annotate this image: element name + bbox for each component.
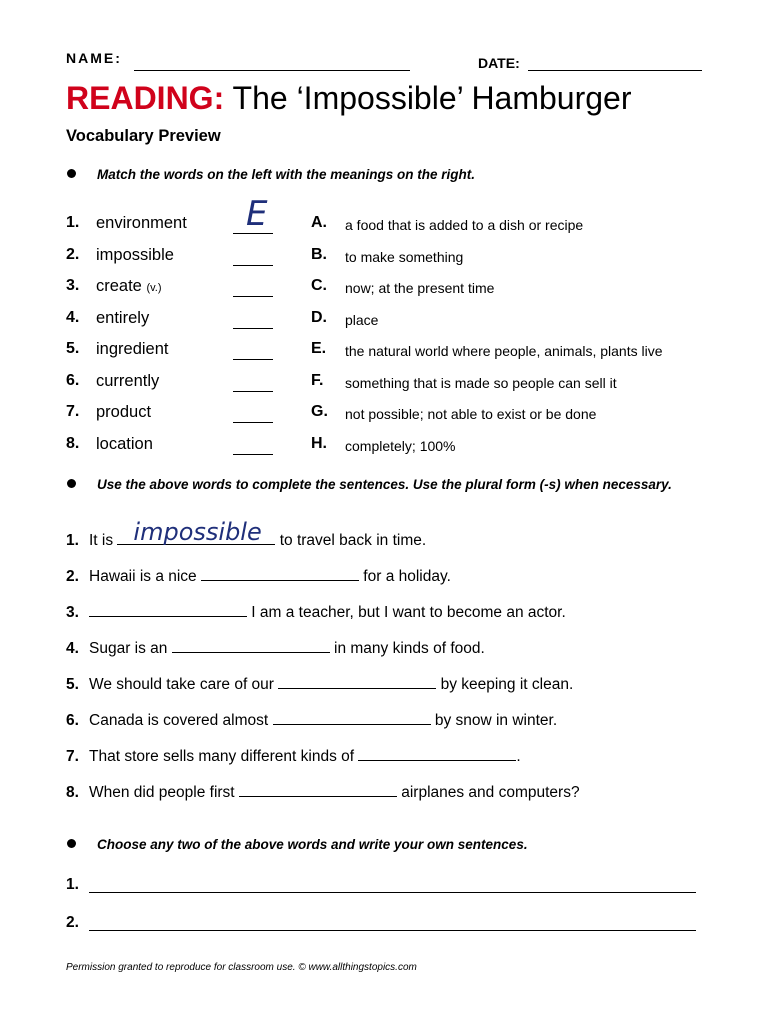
meaning-text: not possible; not able to exist or be done bbox=[345, 406, 597, 422]
write-line[interactable] bbox=[89, 930, 696, 931]
name-field[interactable] bbox=[134, 54, 410, 71]
page-title bbox=[66, 80, 632, 117]
meaning-letter: E. bbox=[311, 340, 327, 357]
handwritten-answer: impossible bbox=[133, 518, 262, 546]
sentence-after: airplanes and computers? bbox=[396, 784, 580, 801]
meaning-letter: D. bbox=[311, 308, 327, 326]
meaning-letter: G. bbox=[311, 403, 328, 420]
answer-blank[interactable] bbox=[233, 454, 273, 455]
sentence-number: 6. bbox=[66, 712, 79, 729]
write-line[interactable] bbox=[89, 892, 696, 893]
vocab-number: 7. bbox=[66, 403, 80, 420]
section-subtitle: Vocabulary Preview bbox=[66, 127, 221, 145]
sentence-blank[interactable] bbox=[117, 518, 275, 546]
vocab-row bbox=[66, 194, 716, 238]
sentence-number: 3. bbox=[66, 604, 79, 621]
vocab-word-text: entirely bbox=[96, 308, 150, 327]
sentence-row bbox=[66, 676, 573, 700]
sentence-before: Sugar is an bbox=[89, 640, 172, 657]
answer-blank[interactable] bbox=[233, 359, 273, 360]
answer-blank[interactable] bbox=[233, 391, 273, 392]
vocab-row bbox=[66, 309, 716, 333]
sentence-row bbox=[66, 604, 566, 628]
date-field[interactable] bbox=[528, 54, 702, 71]
vocab-number: 3. bbox=[66, 277, 80, 294]
meaning-text: something that is made so people can sell it bbox=[345, 374, 617, 391]
vocab-row bbox=[66, 403, 716, 427]
vocab-word-text: environment bbox=[96, 214, 187, 232]
sentence-after: for a holiday. bbox=[359, 568, 451, 585]
answer-blank[interactable] bbox=[233, 296, 273, 297]
meaning-letter: F. bbox=[311, 371, 324, 389]
sentence-before: When did people first bbox=[89, 784, 239, 801]
meaning-text: the natural world where people, animals, plants live bbox=[345, 343, 663, 359]
vocab-word bbox=[96, 403, 151, 422]
title-text: The ‘Impossible’ Hamburger bbox=[224, 80, 632, 116]
vocab-word-text: currently bbox=[96, 371, 160, 390]
vocab-number: 5. bbox=[66, 340, 80, 357]
answer-blank[interactable] bbox=[233, 422, 273, 423]
sentence-before: Hawaii is a nice bbox=[89, 568, 201, 585]
vocab-word-text: impossible bbox=[96, 245, 174, 264]
sentence-row bbox=[66, 712, 557, 736]
vocab-number: 1. bbox=[66, 214, 80, 231]
vocab-word bbox=[96, 309, 149, 328]
sentence-row bbox=[66, 518, 427, 556]
sentence-blank[interactable] bbox=[358, 748, 516, 761]
sentence-blank[interactable] bbox=[278, 676, 436, 689]
write-line-row bbox=[66, 914, 696, 938]
instruction-write: Choose any two of the above words and write your own sentences. bbox=[97, 837, 528, 852]
write-line-number: 1. bbox=[66, 876, 79, 893]
instruction-complete: Use the above words to complete the sentences. Use the plural form (-s) when necessary. bbox=[97, 477, 672, 492]
vocab-row bbox=[66, 340, 716, 364]
meaning-letter: B. bbox=[311, 245, 327, 263]
sentence-before: Canada is covered almost bbox=[89, 712, 273, 729]
vocab-word bbox=[96, 277, 162, 296]
name-label: NAME: bbox=[66, 50, 122, 66]
meaning-text: completely; 100% bbox=[345, 437, 456, 454]
handwritten-answer: E bbox=[246, 194, 268, 234]
sentence-before: We should take care of our bbox=[89, 676, 279, 693]
vocab-word-text: create bbox=[96, 277, 142, 295]
sentence-row bbox=[66, 784, 580, 808]
sentence-before: That store sells many different kinds of bbox=[89, 748, 359, 765]
sentence-after: in many kinds of food. bbox=[329, 640, 485, 657]
bullet-icon bbox=[67, 479, 76, 488]
bullet-icon bbox=[67, 169, 76, 178]
sentence-number: 5. bbox=[66, 676, 79, 693]
vocab-number: 8. bbox=[66, 434, 80, 452]
vocab-row bbox=[66, 372, 716, 396]
vocab-word-text: ingredient bbox=[96, 340, 169, 358]
write-line-number: 2. bbox=[66, 914, 79, 931]
title-reading: READING: bbox=[66, 80, 225, 116]
sentence-before: It is bbox=[89, 532, 118, 549]
sentence-number: 7. bbox=[66, 748, 79, 765]
sentence-number: 8. bbox=[66, 784, 79, 801]
sentence-number: 1. bbox=[66, 532, 79, 549]
answer-blank[interactable] bbox=[233, 265, 273, 266]
vocab-word bbox=[96, 340, 168, 359]
vocab-word bbox=[96, 372, 159, 391]
vocab-word bbox=[96, 214, 187, 233]
vocab-number: 6. bbox=[66, 371, 80, 389]
vocab-row bbox=[66, 435, 716, 459]
sentence-number: 2. bbox=[66, 568, 79, 585]
sentence-row bbox=[66, 568, 451, 592]
part-of-speech: (v.) bbox=[146, 282, 162, 294]
vocab-row bbox=[66, 246, 716, 270]
sentence-blank[interactable] bbox=[89, 604, 247, 617]
sentence-after: to travel back in time. bbox=[275, 532, 427, 549]
date-label: DATE: bbox=[478, 55, 520, 71]
vocab-row bbox=[66, 277, 716, 301]
sentence-after: by keeping it clean. bbox=[436, 676, 574, 693]
meaning-text: to make something bbox=[345, 248, 464, 265]
meaning-text: now; at the present time bbox=[345, 280, 495, 296]
meaning-letter: A. bbox=[311, 214, 327, 231]
write-line-row bbox=[66, 876, 696, 900]
sentence-after: . bbox=[516, 748, 521, 765]
sentence-row bbox=[66, 640, 485, 664]
sentence-after: I am a teacher, but I want to become an actor. bbox=[247, 604, 566, 621]
vocab-word-text: product bbox=[96, 403, 152, 421]
meaning-letter: H. bbox=[311, 434, 327, 452]
sentence-blank[interactable] bbox=[201, 568, 359, 581]
vocab-number: 4. bbox=[66, 308, 80, 326]
answer-blank[interactable] bbox=[233, 328, 273, 329]
bullet-icon bbox=[67, 839, 76, 848]
sentence-number: 4. bbox=[66, 640, 79, 657]
meaning-text: a food that is added to a dish or recipe bbox=[345, 217, 584, 233]
vocab-word bbox=[96, 246, 174, 265]
sentence-blank[interactable] bbox=[273, 712, 431, 725]
sentence-after: by snow in winter. bbox=[430, 712, 558, 729]
meaning-text: place bbox=[345, 311, 379, 328]
footer-permission: Permission granted to reproduce for classroom use. © www.allthingstopics.com bbox=[66, 962, 417, 973]
vocab-number: 2. bbox=[66, 245, 80, 263]
sentence-blank[interactable] bbox=[239, 784, 397, 797]
meaning-letter: C. bbox=[311, 277, 327, 294]
sentence-row bbox=[66, 748, 521, 772]
vocab-word-text: location bbox=[96, 434, 153, 453]
vocab-word bbox=[96, 435, 153, 454]
instruction-match: Match the words on the left with the meanings on the right. bbox=[97, 167, 476, 182]
sentence-blank[interactable] bbox=[172, 640, 330, 653]
